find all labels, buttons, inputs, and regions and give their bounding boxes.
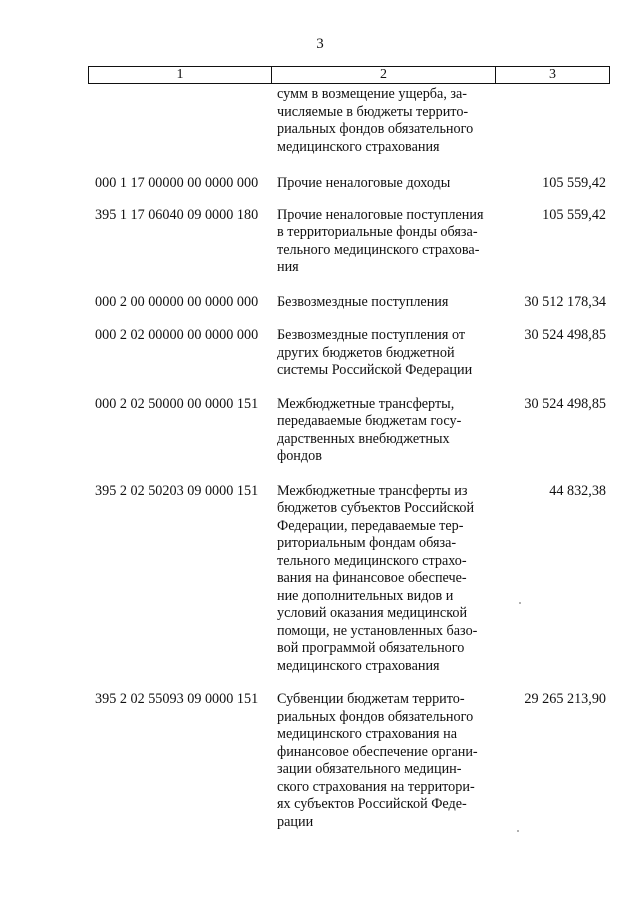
table-row — [0, 691, 640, 831]
budget-code: 000 2 00 00000 00 0000 000 — [95, 293, 259, 310]
budget-code: 395 1 17 06040 09 0000 180 — [95, 206, 259, 223]
table-row — [0, 294, 640, 312]
row-description: Безвозмездные поступления от других бюджетов бюджетной системы Российской Федерации — [277, 327, 473, 378]
column-header-1: 1 — [89, 67, 272, 83]
table-row — [0, 86, 640, 156]
column-header-3: 3 — [549, 67, 556, 82]
row-description: Прочие неналоговые доходы — [277, 175, 451, 191]
row-amount: 105 559,42 — [542, 175, 606, 191]
page-number: 3 — [316, 36, 324, 52]
budget-code: 395 2 02 50203 09 0000 151 — [95, 482, 259, 499]
row-amount: 29 265 213,90 — [524, 691, 606, 707]
scan-speck — [519, 602, 521, 604]
table-row — [0, 175, 640, 193]
row-amount: 105 559,42 — [542, 206, 606, 223]
budget-code: 000 1 17 00000 00 0000 000 — [95, 175, 259, 191]
table-row — [0, 327, 640, 380]
row-amount: 44 832,38 — [549, 482, 606, 499]
table-body — [0, 86, 640, 831]
row-amount: 30 524 498,85 — [524, 327, 606, 343]
table-row — [0, 483, 640, 676]
row-amount: 30 512 178,34 — [524, 293, 606, 310]
row-description: Межбюджетные трансферты из бюджетов субъектов Российской Федерации, передаваемые тер- риториальным фондам обяза- тельного медицинского страхо- вания на финансовое обеспече- ние дополнительных видов и условий оказания медицинской помощи, не установленных базо- вой программой обязательного медицинского страхования — [277, 482, 478, 674]
row-amount: 30 524 498,85 — [524, 395, 606, 412]
budget-code: 395 2 02 55093 09 0000 151 — [95, 691, 259, 707]
table-header — [88, 66, 610, 84]
row-description: Безвозмездные поступления — [277, 293, 449, 310]
column-header-2: 2 — [272, 67, 496, 83]
row-description: сумм в возмещение ущерба, за- числяемые в бюджеты террито- риальных фондов обязательного медицинского страхования — [277, 86, 474, 155]
row-description: Межбюджетные трансферты, передаваемые бюджетам госу- дарственных внебюджетных фондов — [277, 395, 462, 464]
table-row — [0, 207, 640, 277]
scan-speck — [517, 830, 519, 832]
row-description: Субвенции бюджетам террито- риальных фондов обязательного медицинского страхования на финансовое обеспечение органи- зации обязательного медицин- ского страхования на территори- ях субъектов Российской Феде- рации — [277, 691, 478, 830]
row-description: Прочие неналоговые поступления в территориальные фонды обяза- тельного медицинского страхова- ния — [277, 206, 484, 275]
budget-code: 000 2 02 50000 00 0000 151 — [95, 395, 259, 412]
table-row — [0, 396, 640, 466]
budget-code: 000 2 02 00000 00 0000 000 — [95, 327, 259, 343]
